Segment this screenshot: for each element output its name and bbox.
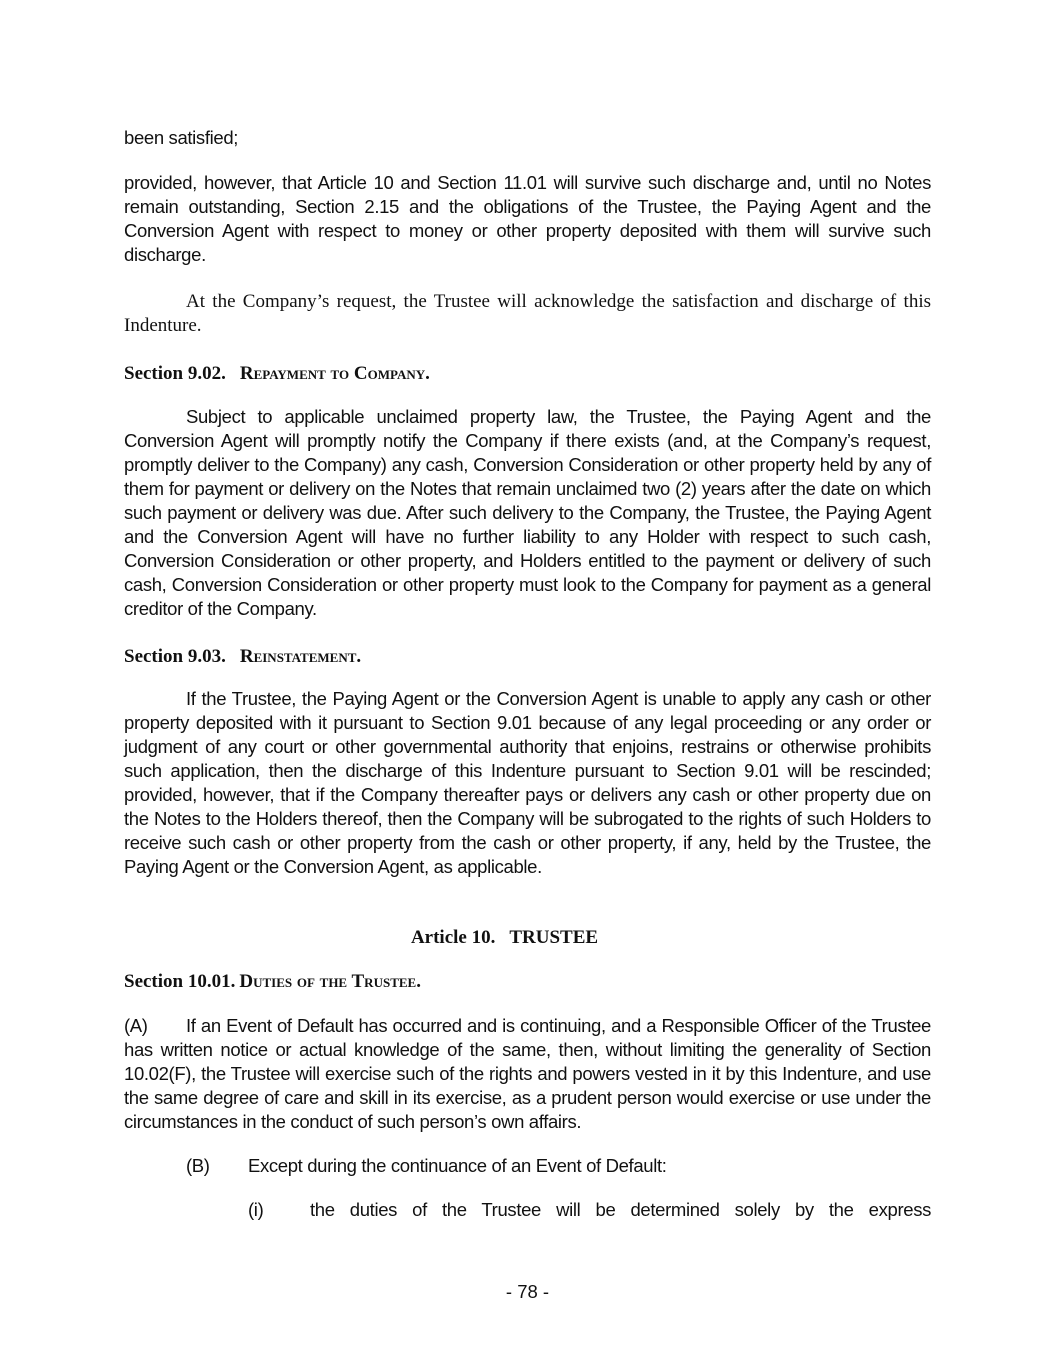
paragraph-a [124, 1014, 931, 1134]
section-903-number: Section 9.03. [124, 646, 226, 667]
item-i-text: the duties of the Trustee will be determined solely by the express [310, 1199, 931, 1220]
article-10-heading [0, 926, 1009, 950]
page-number: - 78 - [505, 1281, 550, 1302]
paragraph-b [186, 1154, 931, 1178]
acknowledgement-paragraph: At the Company’s request, the Trustee will acknowledge the satisfaction and discharge of this Indenture. [124, 291, 931, 336]
paragraph-a-label: (A) [124, 1015, 148, 1036]
section-903-body: If the Trustee, the Paying Agent or the Conversion Agent is unable to apply any cash or other property deposited with it pursuant to Section 9.01 because of any legal proceeding or any order or judgment of any court or other governmental authority that enjoins, restrains or otherwise prohibits such application, then the discharge of this Indenture pursuant to Section 9.01 will be rescinded; provided, however, that if the Company thereafter pays or delivers any cash or other property due on the Notes to the Holders thereof, then the Company will be subrogated to the rights of such Holders to receive such cash or other property from the cash or other property, if any, held by the Trustee, the Paying Agent or the Conversion Agent, as applicable. [124, 688, 931, 877]
paragraph-b-label: (B) [186, 1155, 210, 1176]
section-1001-heading [124, 970, 421, 994]
section-1001-number: Section 10.01. [124, 971, 236, 992]
section-902-title: Repayment to Company. [239, 363, 430, 384]
section-902-body: Subject to applicable unclaimed property law, the Trustee, the Paying Agent and the Conversion Agent will promptly notify the Company if there exists (and, at the Company’s request, promptly deliver to the Company) any cash, Conversion Consideration or other property held by any of them for payment or delivery on the Notes that remain unclaimed two (2) years after the date on which such payment or delivery was due. After such delivery to the Company, the Trustee, the Paying Agent and the Conversion Agent will have no further liability to any Holder with respect to such cash, Conversion Consideration or other property, and Holders entitled to the payment or delivery of such cash, Conversion Consideration or other property must look to the Company for payment as a general creditor of the Company. [124, 406, 931, 619]
paragraph-a-text: If an Event of Default has occurred and is continuing, and a Responsible Officer of the Trustee has written notice or actual knowledge of the same, then, without limiting the generality of Section 10.02(F), the Trustee will exercise such of the rights and powers vested in it by this Indenture, and use the same degree of care and skill in its exercise, as a prudent person would exercise or use under the circumstances in the conduct of such person’s own affairs. [124, 1015, 931, 1132]
section-903-heading [124, 645, 361, 669]
item-i-label: (i) [248, 1199, 264, 1220]
section-1001-title: Duties of the Trustee. [239, 971, 421, 992]
section-903-title: Reinstatement. [239, 646, 362, 667]
section-902-number: Section 9.02. [124, 363, 226, 384]
section-902-heading [124, 362, 430, 386]
proviso-paragraph: provided, however, that Article 10 and Section 11.01 will survive such discharge and, until no Notes remain outstanding, Section 2.15 and the obligations of the Trustee, the Paying Agent and the Conversion Agent with respect to money or other property deposited with them will survive such discharge. [124, 172, 931, 265]
item-i [248, 1198, 931, 1222]
fragment-text: been satisfied; [124, 127, 239, 148]
article-10-title: TRUSTEE [509, 927, 599, 948]
paragraph-b-text: Except during the continuance of an Event of Default: [248, 1155, 667, 1176]
article-10-number: Article 10. [410, 927, 496, 948]
